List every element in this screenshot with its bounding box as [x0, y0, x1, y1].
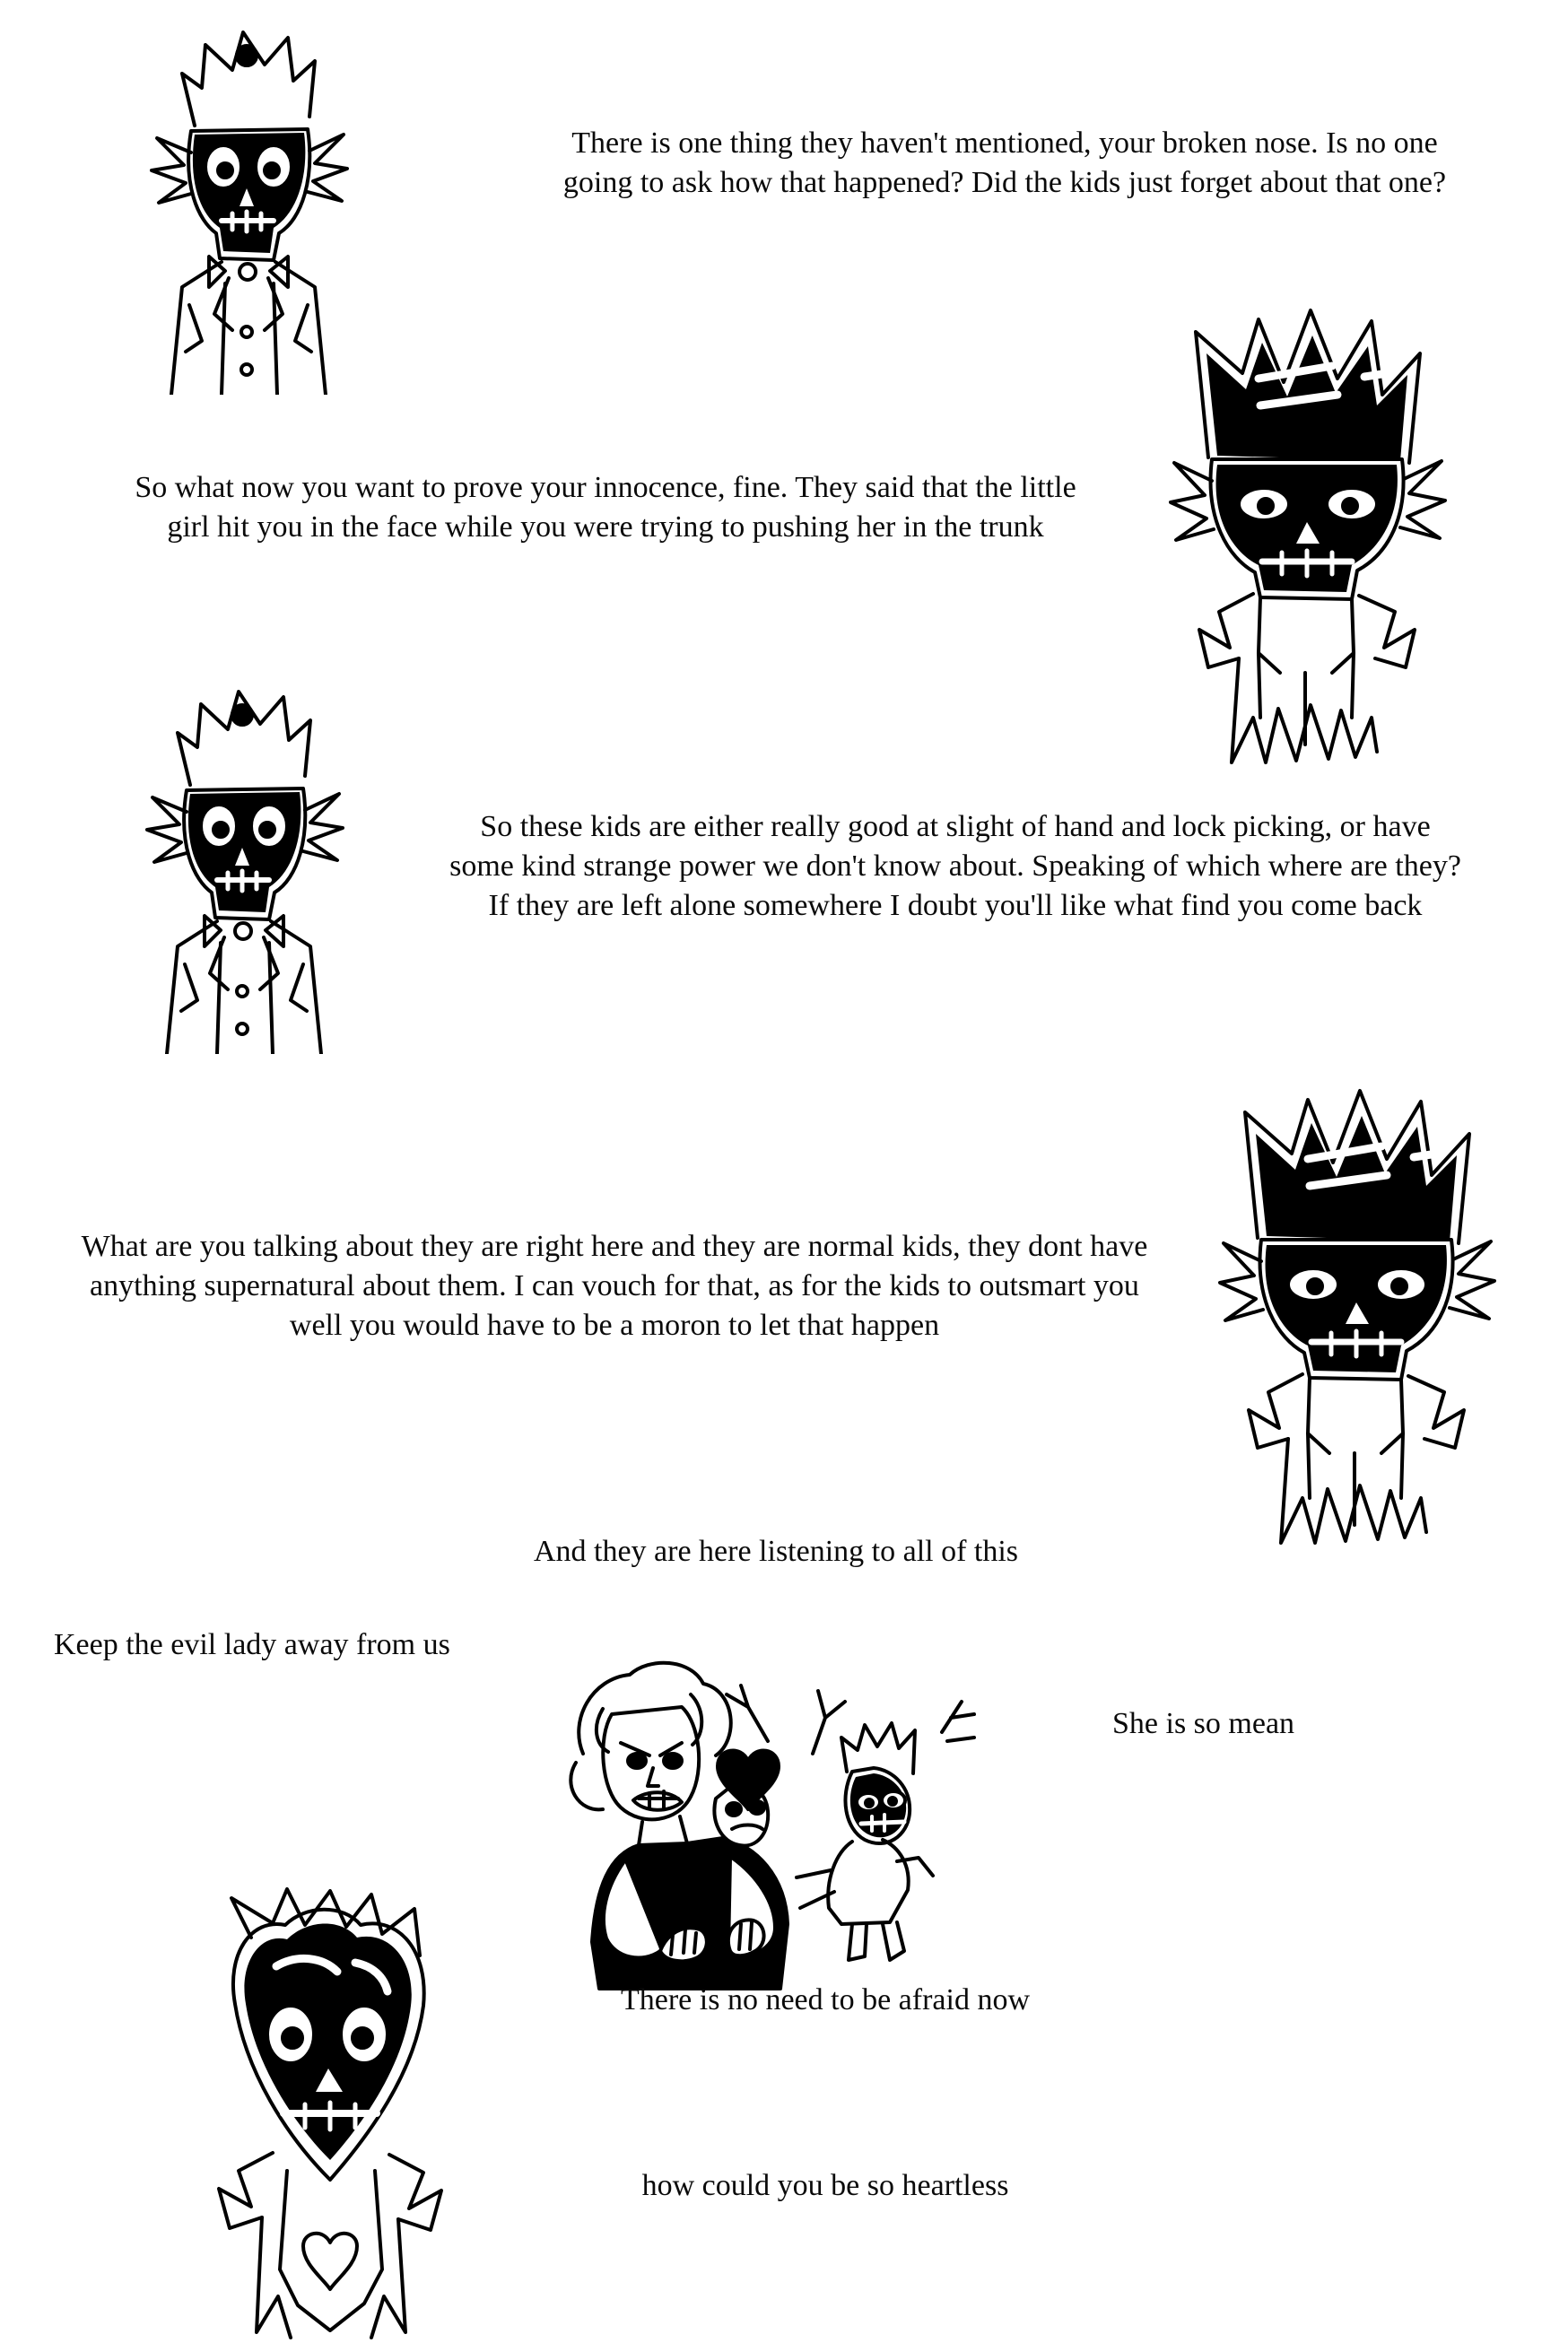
dialogue-line-7: She is so mean — [1112, 1707, 1295, 1740]
dialogue-line-4: What are you talking about they are right here and they are normal kids, they dont have anything supernatural about them. I can vouch for that, as for the kids to outsmart you well you would have to be a moron to let that happen — [81, 1230, 1155, 1343]
figure-skull-king-middle — [135, 677, 354, 1054]
dialogue-line-9: how could you be so heartless — [641, 2169, 1009, 2202]
dialogue-line-6: Keep the evil lady away from us — [54, 1628, 450, 1661]
figure-horned-skull-top — [1153, 296, 1458, 771]
dialogue-line-8: There is no need to be afraid now — [621, 1983, 1030, 2016]
dialogue-line-3: So these kids are either really good at slight of hand and lock picking, or have some kind strange power we don't know about. Speaking of which where are they? If they are left alone somewhere I doubt you'll like what find you come back — [449, 810, 1469, 923]
dialogue-line-2: So what now you want to prove your innocence, fine. They said that the little girl hit you in the face while you were trying to pushing her in the trunk — [135, 471, 1085, 544]
figure-kids-group — [556, 1655, 1058, 1996]
figure-skull-king-top — [139, 18, 359, 395]
figure-heart-skull — [179, 1884, 502, 2343]
figure-horned-skull-middle — [1202, 1076, 1507, 1552]
dialogue-line-1: There is one thing they haven't mentioned, your broken nose. Is no one going to ask how that happened? Did the kids just forget about that one? — [562, 126, 1447, 200]
dialogue-line-5: And they are here listening to all of this — [533, 1535, 1019, 1568]
